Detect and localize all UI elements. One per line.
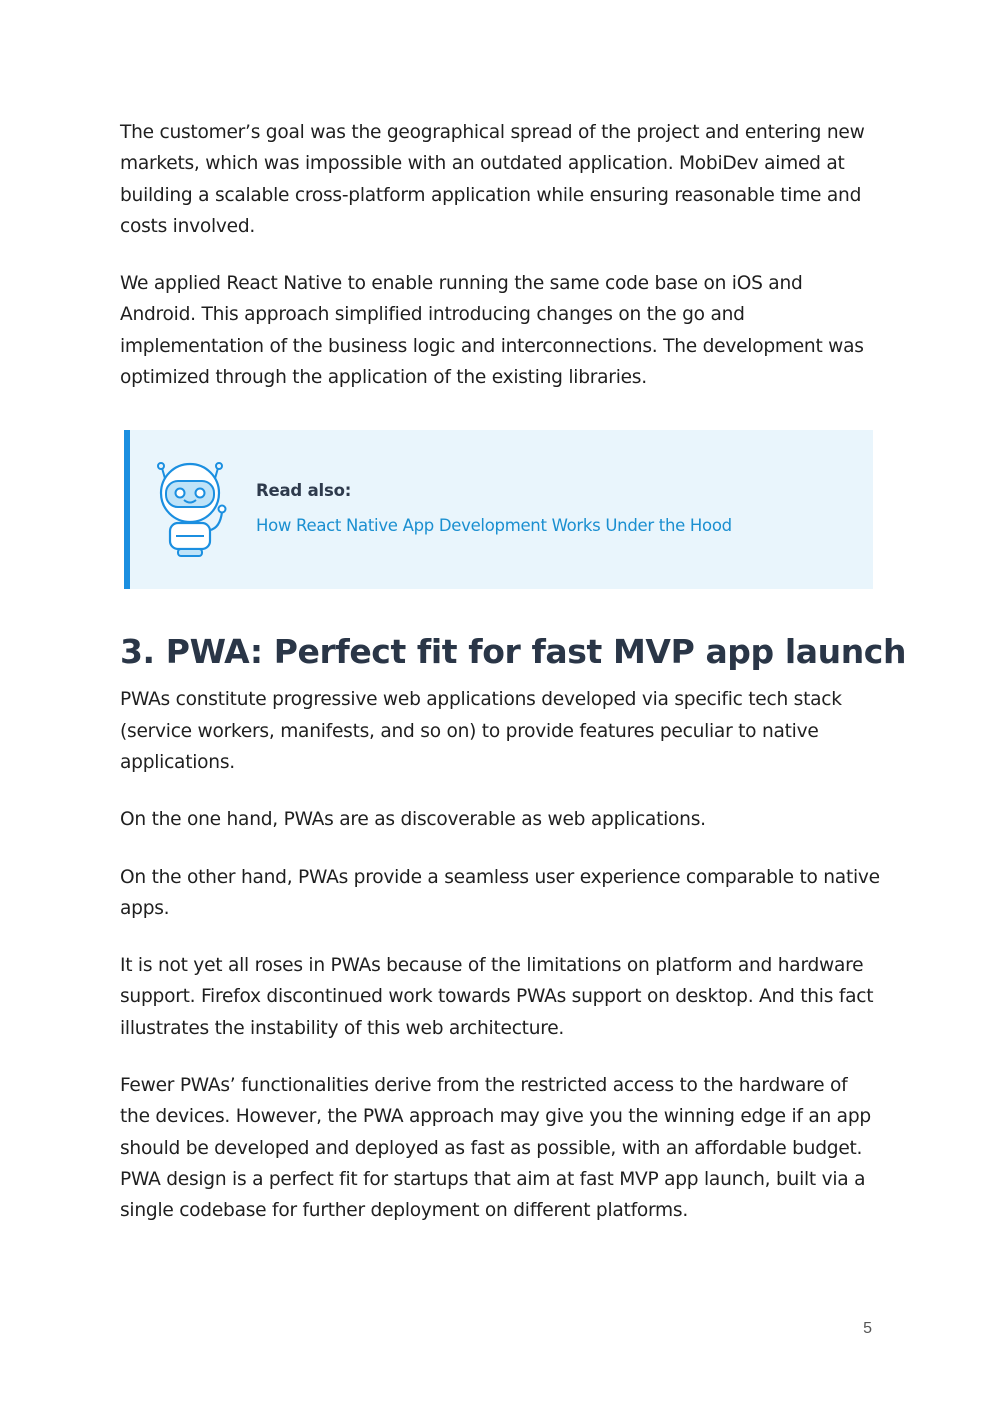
section-paragraph-5: Fewer PWAs’ functionalities derive from the restricted access to the hardware of the devices. However, the PWA approach may give you the winning edge if an app should be developed and deployed as fast as possible, with an affordable budget. PWA design is a perfect fit for startups that aim at fast MVP app launch, built via a single codebase for further deployment on different platforms.	[120, 1075, 871, 1222]
read-also-label: Read also:	[256, 481, 352, 501]
section-paragraph-2: On the one hand, PWAs are as discoverable as web applications.	[120, 809, 706, 831]
section-paragraph-4: It is not yet all roses in PWAs because of the limitations on platform and hardware support. Firefox discontinued work towards PWAs support on desktop. And this fact illustrates the instability of this web architecture.	[120, 955, 874, 1039]
page-number: 5	[863, 1320, 872, 1337]
robot-icon	[154, 460, 228, 560]
read-also-link[interactable]: How React Native App Development Works Under the Hood	[256, 516, 732, 536]
intro-paragraph-1: The customer’s goal was the geographical spread of the project and entering new markets, which was impossible with an outdated application. MobiDev aimed at building a scalable cross-platform application while ensuring reasonable time and costs involved.	[120, 122, 865, 237]
section-paragraph-1: PWAs constitute progressive web applications developed via specific tech stack (service workers, manifests, and so on) to provide features peculiar to native applications.	[120, 689, 842, 773]
document-page	[120, 117, 907, 1253]
intro-paragraph-2: We applied React Native to enable running the same code base on iOS and Android. This approach simplified introducing changes on the go and implementation of the business logic and interconnections. The development was optimized through the application of the existing libraries.	[120, 273, 864, 389]
section-paragraph-3: On the other hand, PWAs provide a seamless user experience comparable to native apps.	[120, 866, 880, 919]
section-heading: 3. PWA: Perfect fit for fast MVP app launch	[120, 632, 907, 672]
read-also-callout	[124, 430, 873, 589]
